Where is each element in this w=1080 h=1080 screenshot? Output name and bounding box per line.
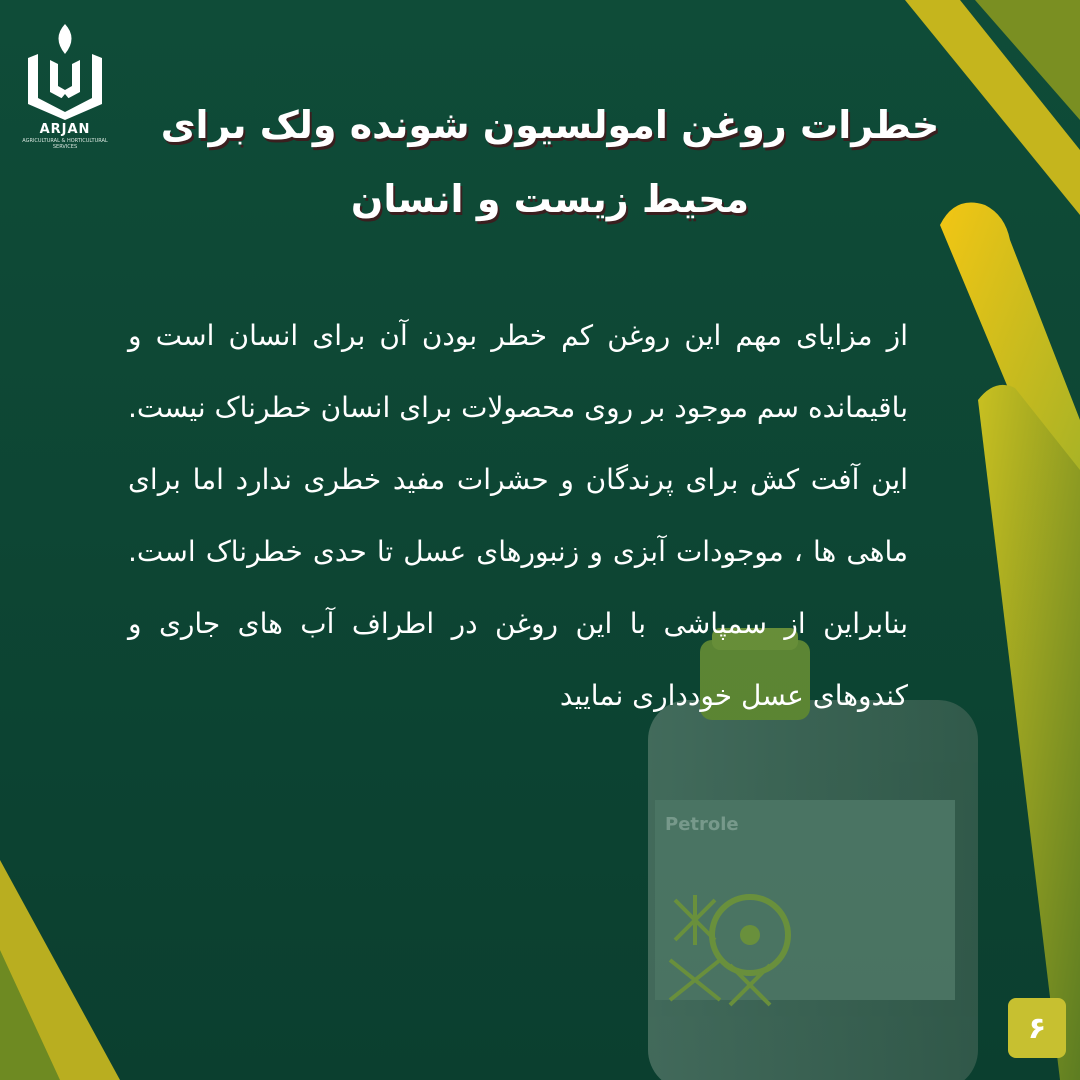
brand-tagline: AGRICULTURAL & HORTICULTURAL SERVICES	[22, 138, 108, 150]
body-paragraph: از مزایای مهم این روغن کم خطر بودن آن برای انسان است و باقیمانده سم موجود بر روی محصولات برای انسان خطرناک نیست. این آفت کش برای پرندگان و حشرات مفید خطری ندارد اما برای ماهی ها ، موجودات آبزی و زنبورهای عسل تا حدی خطرناک است. بنابراین از سمپاشی با این روغن در اطراف آب های جاری و کندوهای عسل خودداری نمایید	[128, 319, 908, 712]
bottle-label-text: Petrole	[665, 814, 739, 835]
logo-mark-icon	[20, 20, 110, 120]
brand-name: ARJAN	[39, 122, 91, 137]
brand-logo	[20, 20, 110, 150]
page-title: خطرات روغن امولسیون شونده ولک برای محیط زیست و انسان	[160, 103, 940, 221]
page-number-badge	[1008, 998, 1066, 1058]
page-number: ۶	[1027, 1010, 1047, 1046]
